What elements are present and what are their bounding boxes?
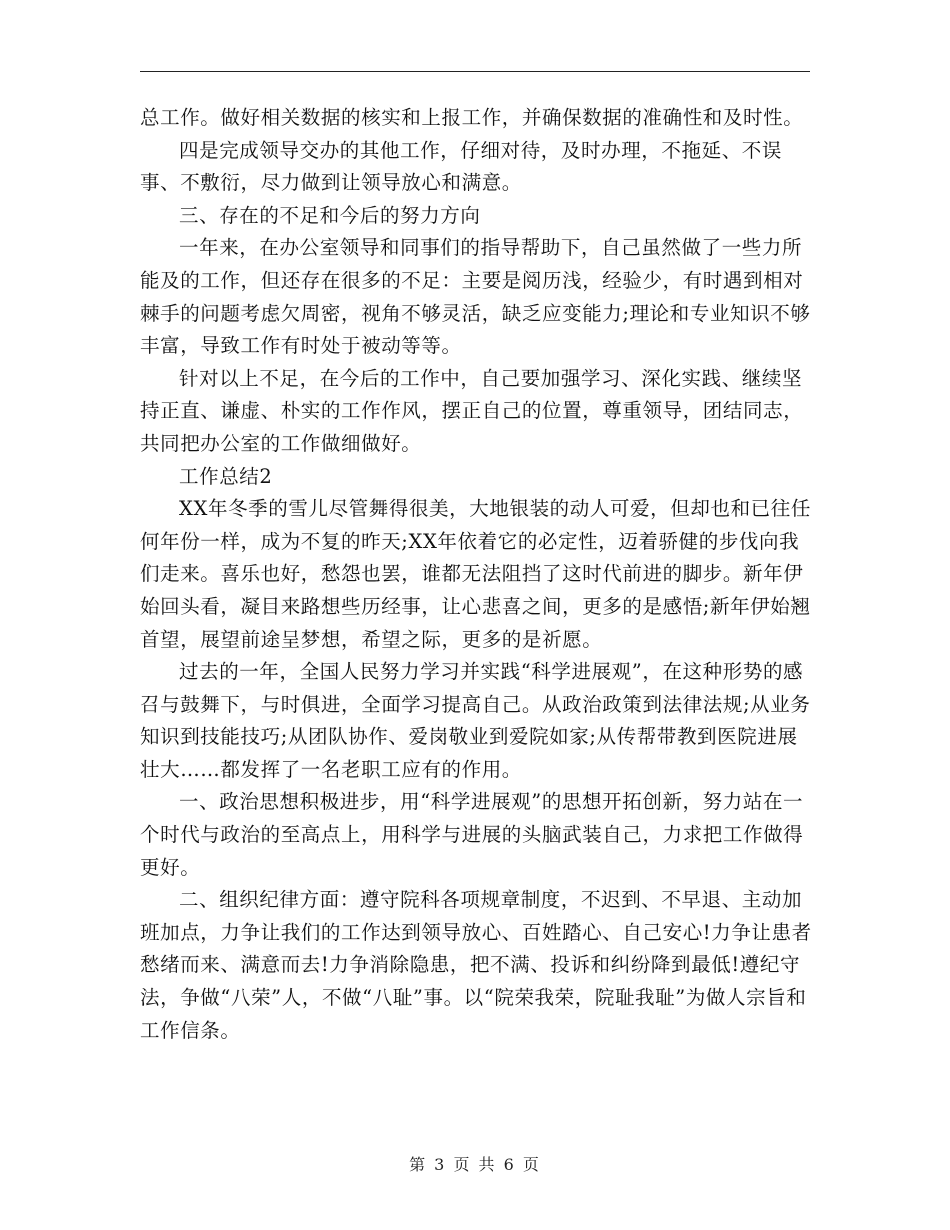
paragraph: 过去的一年，全国人民努力学习并实践“科学进展观”，在这种形势的感召与鼓舞下，与时俱进，全面学习提高自己。从政治政策到法律法规;从业务知识到技能技巧;从团队协作、爱岗敬业到爱院如家;从传帮带教到医院进展壮大……都发挥了一名老职工应有的作用。 — [140, 660, 811, 781]
paragraph: 一、政治思想积极进步，用“科学进展观”的思想开拓创新，努力站在一个时代与政治的至高点上，用科学与进展的头脑武装自己，力求把工作做得更好。 — [140, 790, 804, 879]
paragraph: 总工作。做好相关数据的核实和上报工作，并确保数据的准确性和及时性。 — [140, 106, 804, 129]
paragraph: XX年冬季的雪儿尽管舞得很美，大地银装的动人可爱，但却也和已往任何年份一样，成为不复的昨天;XX年依着它的必定性，迈着骄健的步伐向我们走来。喜乐也好，愁怨也罢，谁都无法阻挡了这时代前进的脚步。新年伊始回头看，凝目来路想些历经事，让心悲喜之间，更多的是感悟;新年伊始翘首望，展望前途呈梦想，希望之际，更多的是祈愿。 — [140, 497, 811, 651]
paragraph: 四是完成领导交办的其他工作，仔细对待，及时办理，不拖延、不误事、不敷衍，尽力做到让领导放心和满意。 — [140, 138, 783, 195]
paragraph: 二、组织纪律方面：遵守院科各项规章制度，不迟到、不早退、主动加班加点，力争让我们的工作达到领导放心、百姓踏心、自己安心!力争让患者愁绪而来、满意而去!力争消除隐患，把不满、投诉和纠纷降到最低!遵纪守法，争做“八荣”人，不做“八耻”事。以“院荣我荣，院耻我耻”为做人宗旨和工作信条。 — [140, 888, 812, 1042]
header-rule — [140, 71, 810, 72]
document-body — [140, 102, 812, 1047]
paragraph: 一年来，在办公室领导和同事们的指导帮助下，自己虽然做了一些力所能及的工作，但还存在很多的不足：主要是阅历浅，经验少，有时遇到相对棘手的问题考虑欠周密，视角不够灵活，缺乏应变能力;理论和专业知识不够丰富，导致工作有时处于被动等等。 — [140, 236, 811, 358]
section-heading: 三、存在的不足和今后的努力方向 — [179, 203, 481, 227]
paragraph: 针对以上不足，在今后的工作中，自己要加强学习、深化实践、继续坚持正直、谦虚、朴实的工作作风，摆正自己的位置，尊重领导，团结同志，共同把办公室的工作做细做好。 — [140, 366, 804, 455]
page-number-footer: 第 3 页 共 6 页 — [409, 1155, 541, 1174]
section-heading: 工作总结2 — [179, 464, 273, 488]
